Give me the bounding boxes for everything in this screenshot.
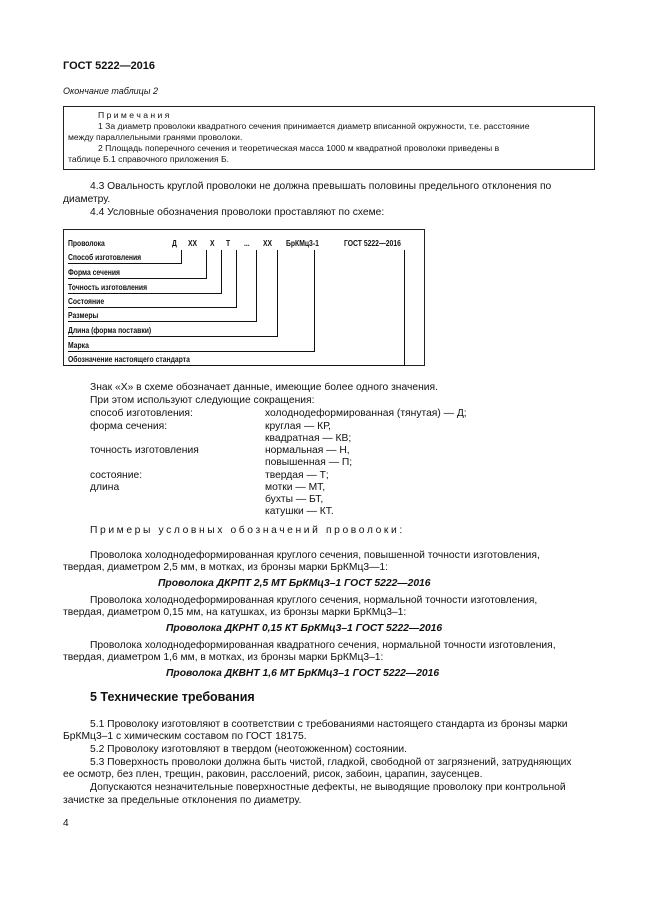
leader-accuracy-h — [68, 293, 222, 294]
para-5-3-line-4: зачистке за предельные отклонения по диаметру. — [63, 795, 302, 806]
abbr-method-value: холоднодеформированная (тянутая) — Д; — [265, 408, 467, 419]
example-1-line-1: Проволока холоднодеформированная круглого сечения, повышенной точности изготовления, — [90, 550, 540, 561]
scheme-head-dots: ... — [244, 239, 250, 248]
scheme-label-shape: Форма сечения — [68, 268, 121, 277]
table-continuation-caption: Окончание таблицы 2 — [63, 86, 158, 96]
leader-state-h — [68, 307, 237, 308]
leader-grade-v — [314, 250, 315, 351]
scheme-head-word: Проволока — [68, 239, 105, 248]
note-2-line-1: 2 Площадь поперечного сечения и теоретическая масса 1000 м квадратной проволоки приведены в — [98, 143, 500, 153]
abbr-shape-value-1: круглая — КР, — [265, 421, 331, 432]
scheme-head-x: Х — [210, 239, 215, 248]
scheme-label-accuracy: Точность изготовления — [68, 283, 148, 292]
scheme-label-length: Длина (форма поставки) — [68, 326, 152, 335]
abbr-state-label: состояние: — [90, 470, 143, 481]
leader-length-v — [277, 250, 278, 336]
para-5-3-line-2: ее осмотр, без плен, трещин, раковин, расслоений, рисок, забоин, царапин, заусенцев. — [63, 769, 483, 780]
example-2-line-2: твердая, диаметром 0,15 мм, на катушках, из бронзы марки БрКМц3–1: — [63, 607, 407, 618]
scheme-label-state: Состояние — [68, 297, 105, 306]
abbr-length-value-3: катушки — КТ. — [265, 506, 334, 517]
note-2-line-2: таблице Б.1 справочного приложения Б. — [68, 154, 230, 164]
scheme-head-brand: БрКМц3-1 — [286, 239, 319, 248]
scheme-head-gost: ГОСТ 5222—2016 — [344, 239, 401, 248]
leader-standard-v — [404, 250, 405, 365]
scheme-label-method: Способ изготовления — [68, 253, 142, 262]
para-5-2: 5.2 Проволоку изготовляют в твердом (неотожженном) состоянии. — [90, 744, 407, 755]
scheme-note-line-1: Знак «Х» в схеме обозначает данные, имеющие более одного значения. — [90, 382, 438, 393]
note-1-line-1: 1 За диаметр проволоки квадратного сечения принимается диаметр вписанной окружности, т.е. расстояние — [98, 121, 530, 131]
para-4-4: 4.4 Условные обозначения проволоки проставляют по схеме: — [90, 207, 385, 218]
scheme-label-standard: Обозначение настоящего стандарта — [68, 355, 190, 364]
page-number: 4 — [63, 818, 69, 829]
abbr-method-label: способ изготовления: — [90, 408, 193, 419]
abbr-accuracy-value-2: повышенная — П; — [265, 457, 353, 468]
document-id: ГОСТ 5222—2016 — [63, 60, 156, 72]
leader-grade-h — [68, 351, 315, 352]
abbr-accuracy-label: точность изготовления — [90, 445, 199, 456]
notes-title: П р и м е ч а н и я — [98, 110, 170, 120]
para-5-1-line-1: 5.1 Проволоку изготовляют в соответствии с требованиями настоящего стандарта из бронзы марки — [90, 719, 568, 730]
leader-state-v — [236, 250, 237, 307]
abbr-state-value-1: твердая — Т; — [265, 470, 329, 481]
para-5-1-line-2: БрКМц3–1 с химическим составом по ГОСТ 18175. — [63, 731, 307, 742]
scheme-head-xx2: ХХ — [263, 239, 273, 248]
leader-length-h — [68, 336, 278, 337]
example-1-line-2: твердая, диаметром 2,5 мм, в мотках, из бронзы марки БрКМц3—1: — [63, 562, 388, 573]
example-3-line-2: твердая, диаметром 1,6 мм, в мотках, из бронзы марки БрКМц3–1: — [63, 652, 384, 663]
leader-method-v — [181, 250, 182, 263]
abbr-accuracy-value-1: нормальная — Н, — [265, 445, 350, 456]
leader-sizes-v — [256, 250, 257, 321]
note-1-line-2: между параллельными гранями проволоки. — [68, 132, 243, 142]
example-1-designation: Проволока ДКРПТ 2,5 МТ БрКМц3–1 ГОСТ 5222—2016 — [158, 578, 431, 589]
abbr-length-label: длина — [90, 482, 120, 493]
leader-method-h — [68, 263, 182, 264]
abbr-shape-label: форма сечения: — [90, 421, 168, 432]
leader-shape-h — [68, 278, 207, 279]
scheme-head-xx1: ХХ — [188, 239, 198, 248]
abbr-length-value-1: мотки — МТ, — [265, 482, 326, 493]
leader-shape-v — [206, 250, 207, 278]
designation-scheme — [63, 229, 425, 366]
para-4-3-line-1: 4.3 Овальность круглой проволоки не должна превышать половины предельного отклонения по — [90, 181, 552, 192]
table-notes-box — [63, 106, 595, 170]
example-2-designation: Проволока ДКРНТ 0,15 КТ БрКМц3–1 ГОСТ 5222—2016 — [166, 623, 443, 634]
para-5-3-line-3: Допускаются незначительные поверхностные дефекты, не выводящие проволоку при контрольной — [90, 782, 566, 793]
scheme-label-grade: Марка — [68, 341, 89, 350]
leader-sizes-h — [68, 321, 257, 322]
example-3-designation: Проволока ДКВНТ 1,6 МТ БрКМц3–1 ГОСТ 5222—2016 — [166, 668, 440, 679]
para-5-3-line-1: 5.3 Поверхность проволоки должна быть чистой, гладкой, свободной от загрязнений, затрудняющих — [90, 757, 572, 768]
section-5-title: 5 Технические требования — [90, 690, 255, 704]
abbr-shape-value-2: квадратная — КВ; — [265, 433, 352, 444]
scheme-head-d: Д — [172, 239, 177, 248]
leader-standard-h — [68, 365, 405, 366]
para-4-3-line-2: диаметру. — [63, 194, 111, 205]
scheme-head-t: Т — [226, 239, 231, 248]
scheme-label-sizes: Размеры — [68, 311, 99, 320]
example-2-line-1: Проволока холоднодеформированная круглого сечения, нормальной точности изготовления, — [90, 595, 538, 606]
leader-accuracy-v — [221, 250, 222, 293]
examples-title: Примеры условных обозначений проволоки: — [90, 525, 405, 536]
abbr-length-value-2: бухты — БТ, — [265, 494, 324, 505]
example-3-line-1: Проволока холоднодеформированная квадратного сечения, нормальной точности изготовления, — [90, 640, 556, 651]
scheme-note-line-2: При этом используют следующие сокращения: — [90, 395, 315, 406]
